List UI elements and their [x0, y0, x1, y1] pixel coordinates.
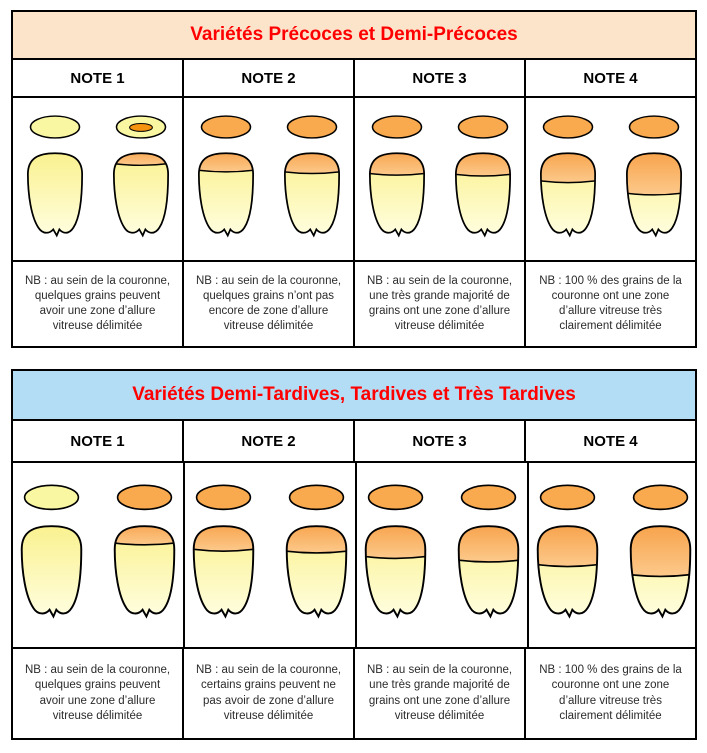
- nb-row: [13, 647, 695, 738]
- grain-cell-note-2: [183, 463, 355, 647]
- maize-grain-illustration: [106, 113, 176, 246]
- note-1-header: NOTE 1: [70, 432, 125, 450]
- nb-note-1: NB : au sein de la couronne, quelques grains peuvent avoir une zone d’allure vitreuse délimitée: [24, 274, 171, 333]
- nb-note-4: NB : 100 % des grains de la couronne ont une zone d’allure vitreuse très clairement délimitée: [524, 262, 695, 346]
- grain-cell-note-4: [524, 98, 695, 260]
- grain-illustration-row: [13, 96, 695, 260]
- table-precoces: [11, 10, 697, 348]
- table-precoces-title: Variétés Précoces et Demi-Précoces: [13, 12, 695, 60]
- note-3-header: NOTE 3: [353, 60, 524, 96]
- maize-grain-illustration: [191, 113, 261, 246]
- maize-grain-illustration: [13, 482, 90, 628]
- grain-cell-note-4: [527, 463, 699, 647]
- note-header-row: [13, 421, 695, 461]
- nb-note-4: NB : 100 % des grains de la couronne ont une zone d’allure vitreuse très clairement délimitée: [524, 649, 695, 738]
- maize-grain-illustration: [277, 113, 347, 246]
- note-4-header: NOTE 4: [524, 60, 695, 96]
- maize-grain-illustration: [533, 113, 603, 246]
- nb-note-3: NB : au sein de la couronne, une très grande majorité de grains ont une zone d’allure vitreuse délimitée: [353, 649, 524, 738]
- nb-note-1: NB : au sein de la couronne, quelques grains peuvent avoir une zone d’allure vitreuse délimitée: [24, 664, 171, 722]
- note-header-row: [13, 60, 695, 96]
- grain-illustration-row: [13, 461, 695, 647]
- maize-grain-illustration: [185, 482, 262, 628]
- table-tardives: [11, 369, 697, 740]
- maize-grain-illustration: [619, 113, 689, 246]
- grain-cell-note-1: [13, 98, 182, 260]
- note-2-header: NOTE 2: [182, 60, 353, 96]
- maize-grain-illustration: [362, 113, 432, 246]
- nb-note-3: NB : au sein de la couronne, une très grande majorité de grains ont une zone d’allure vitreuse délimitée: [353, 262, 524, 346]
- grain-cell-note-3: [355, 463, 527, 647]
- note-3-header: NOTE 3: [353, 421, 524, 461]
- nb-note-2: NB : au sein de la couronne, quelques grains n’ont pas encore de zone d’allure vitreuse délimitée: [182, 262, 353, 346]
- maize-grain-illustration: [106, 482, 183, 628]
- grain-cell-note-1: [13, 463, 183, 647]
- maize-grain-illustration: [529, 482, 606, 628]
- maize-grain-illustration: [450, 482, 527, 628]
- note-4-header: NOTE 4: [524, 421, 695, 461]
- maize-grain-illustration: [278, 482, 355, 628]
- note-2-header: NOTE 2: [182, 421, 353, 461]
- maize-grain-illustration: [448, 113, 518, 246]
- note-1-header: NOTE 1: [70, 69, 125, 87]
- maize-grain-illustration: [357, 482, 434, 628]
- grain-cell-note-3: [353, 98, 524, 260]
- maize-grain-illustration: [20, 113, 90, 246]
- table-tardives-title: Variétés Demi-Tardives, Tardives et Très Tardives: [13, 371, 695, 421]
- grain-cell-note-2: [182, 98, 353, 260]
- nb-note-2: NB : au sein de la couronne, certains grains peuvent ne pas avoir de zone d’allure vitreuse délimitée: [182, 649, 353, 738]
- nb-row: [13, 260, 695, 346]
- maize-grain-illustration: [622, 482, 699, 628]
